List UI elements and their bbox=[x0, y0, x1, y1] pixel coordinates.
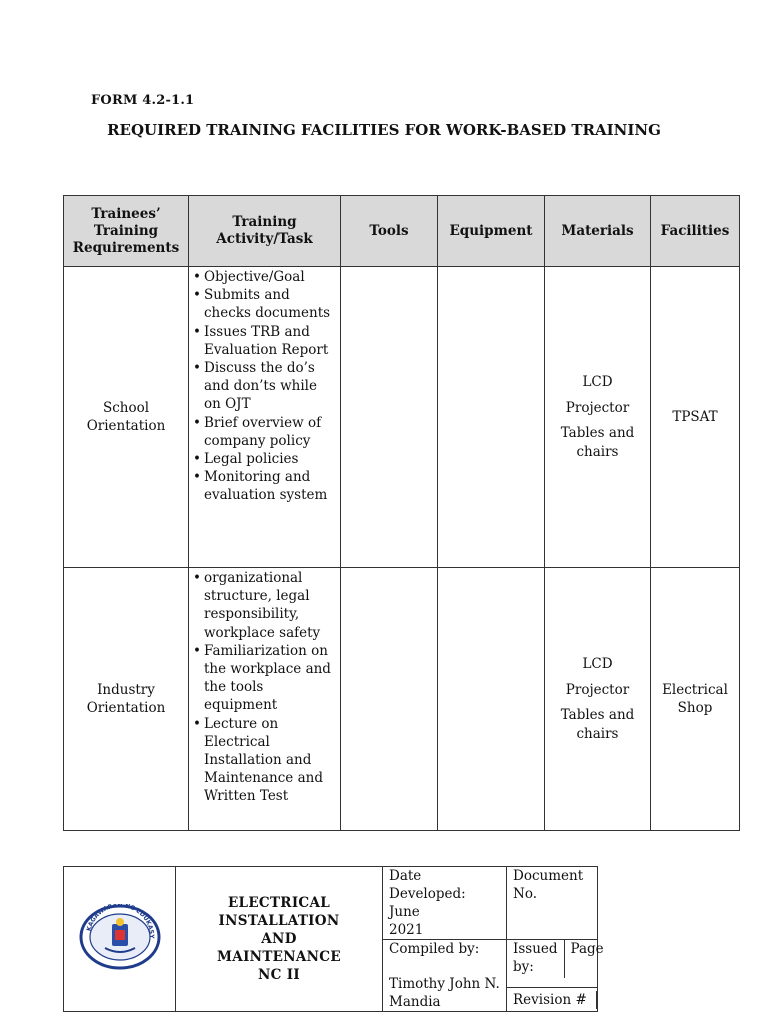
header-equipment: Equipment bbox=[438, 196, 545, 267]
activity-item: • Discuss the do’s and don’ts while on OJT bbox=[189, 359, 338, 414]
document-no-label: Document No. bbox=[507, 867, 598, 940]
issued-page-cell bbox=[507, 940, 604, 988]
row-tools bbox=[341, 568, 438, 831]
activity-item: • Objective/Goal bbox=[189, 268, 338, 286]
revision-cell bbox=[507, 988, 598, 1012]
material-item: LCD bbox=[582, 656, 613, 672]
header-requirements: Trainees’ Training Requirements bbox=[64, 196, 189, 267]
activity-item: • Legal policies bbox=[189, 450, 338, 468]
activity-item: • Familiarization on the workplace and the tools equipment bbox=[189, 642, 338, 715]
deped-seal-icon bbox=[79, 904, 161, 970]
compiled-by-value: Timothy John N. Mandia bbox=[389, 976, 500, 1010]
material-item: Projector bbox=[565, 681, 630, 698]
training-facilities-table bbox=[63, 195, 740, 831]
row-materials bbox=[545, 267, 651, 568]
table-header-row bbox=[64, 196, 740, 267]
compiled-by-cell bbox=[383, 940, 507, 1012]
page-label: Page bbox=[570, 941, 604, 957]
row-facilities: TPSAT bbox=[651, 267, 740, 568]
row-equipment bbox=[438, 568, 545, 831]
header-tools: Tools bbox=[341, 196, 438, 267]
activity-item: • Submits and checks documents bbox=[189, 286, 338, 322]
course-title: ELECTRICAL INSTALLATION AND MAINTENANCE NC II bbox=[176, 867, 383, 1012]
activity-item: • Monitoring and evaluation system bbox=[189, 468, 338, 504]
header-facilities: Facilities bbox=[651, 196, 740, 267]
row-tools bbox=[341, 267, 438, 568]
issued-by-label: Issued by: bbox=[507, 940, 565, 978]
row-equipment bbox=[438, 267, 545, 568]
activity-item: • Brief overview of company policy bbox=[189, 414, 338, 450]
svg-text:KAGAWARAN NG EDUKASYON · REPUB: KAGAWARAN NG EDUKASY bbox=[85, 903, 155, 938]
seal-cell bbox=[64, 867, 176, 1012]
activity-item: • Lecture on Electrical Installation and Maintenance and Written Test bbox=[189, 715, 338, 806]
form-number: FORM 4.2-1.1 bbox=[91, 93, 195, 108]
compiled-by-label: Compiled by: bbox=[389, 941, 480, 957]
header-materials: Materials bbox=[545, 196, 651, 267]
table-row bbox=[64, 568, 740, 831]
row-requirement: Industry Orientation bbox=[64, 568, 189, 831]
material-item: Tables and chairs bbox=[560, 707, 635, 742]
table-row bbox=[64, 267, 740, 568]
activity-item: • Issues TRB and Evaluation Report bbox=[189, 323, 338, 359]
document-footer: KAGAWARAN NG EDUKASY ELECTRICAL INSTALLATION AND MAINTENANCE NC II Date Developed: June 2021 Document No. Compiled by: Timothy John N. Mandia Issued by: Page Revision # bbox=[63, 866, 742, 1012]
row-facilities: Electrical Shop bbox=[651, 568, 740, 831]
row-requirement: School Orientation bbox=[64, 267, 189, 568]
row-activities bbox=[189, 267, 341, 568]
row-materials bbox=[545, 568, 651, 831]
header-activity: Training Activity/Task bbox=[189, 196, 341, 267]
material-item: Projector bbox=[565, 399, 630, 416]
row-activities bbox=[189, 568, 341, 831]
material-item: LCD bbox=[582, 374, 613, 390]
material-item: Tables and chairs bbox=[560, 425, 635, 460]
page-title: REQUIRED TRAINING FACILITIES FOR WORK-BASED TRAINING bbox=[107, 121, 661, 139]
revision-label: Revision # bbox=[507, 991, 597, 1009]
activity-item: • organizational structure, legal responsibility, workplace safety bbox=[189, 569, 338, 642]
